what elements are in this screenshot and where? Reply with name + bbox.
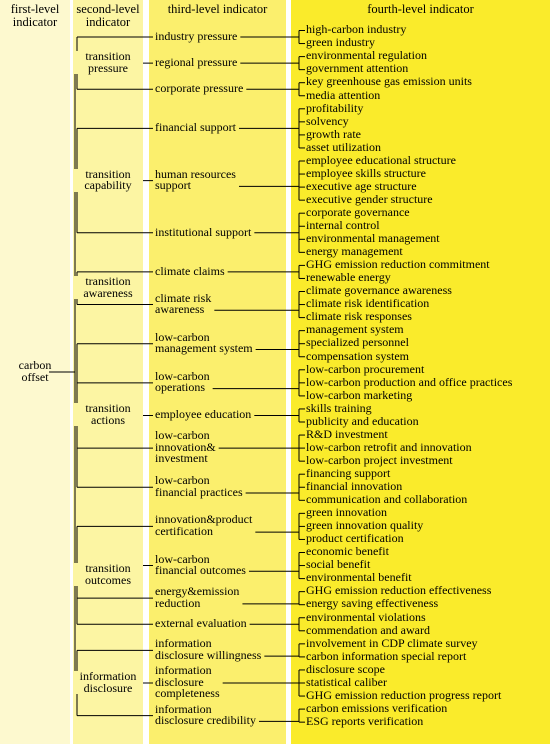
third-level-item-line: climate claims <box>155 263 225 278</box>
fourth-level-item-line: communication and collaboration <box>306 492 468 507</box>
fourth-level-item <box>306 533 404 545</box>
fourth-level-item-line: renewable energy <box>306 270 391 285</box>
third-level-item <box>155 586 239 609</box>
fourth-level-item-line: specialized personnel <box>306 335 409 350</box>
fourth-level-item <box>306 465 391 480</box>
fourth-level-item-line: high-carbon industry <box>306 22 407 37</box>
third-level-item-line: reduction <box>155 595 201 610</box>
fourth-level-item <box>306 324 404 336</box>
second-level-item-line: transition <box>85 561 131 576</box>
fourth-level-item <box>306 152 456 167</box>
third-level-item-line: financial outcomes <box>155 563 246 578</box>
second-level-item-line: outcomes <box>85 572 131 587</box>
fourth-level-item <box>306 609 426 624</box>
fourth-level-item-line: carbon information special report <box>306 648 467 663</box>
fourth-level-item-line: financing support <box>306 465 391 480</box>
second-level-item <box>73 51 143 74</box>
second-level-item <box>73 166 143 193</box>
header-line: indicator <box>85 15 131 29</box>
third-level-item <box>155 54 238 69</box>
fourth-level-item-line: GHG emission reduction commitment <box>306 257 490 272</box>
header-line: second-level <box>76 2 140 16</box>
fourth-level-item-line: ESG reports verification <box>306 713 424 728</box>
fourth-level-item-line: growth rate <box>306 126 361 141</box>
first-level-item <box>0 360 70 383</box>
third-level-item-line: information <box>155 701 212 716</box>
fourth-level-item-line: management system <box>306 322 404 337</box>
fourth-level-item-line: executive gender structure <box>306 191 433 206</box>
fourth-level-item-line: climate risk responses <box>306 309 412 324</box>
third-level-item-line: disclosure credibility <box>155 713 256 728</box>
second-level-item-line: transition <box>85 401 131 416</box>
fourth-level-item-line: executive age structure <box>306 178 417 193</box>
fourth-level-item-line: low-carbon project investment <box>306 452 453 467</box>
third-level-item <box>155 409 251 421</box>
second-level-item-line: actions <box>91 412 125 427</box>
fourth-level-item-line: key greenhouse gas emission units <box>306 74 472 89</box>
fourth-level-item-line: asset utilization <box>306 139 381 154</box>
fourth-level-item <box>306 100 364 115</box>
fourth-level-item <box>306 687 502 702</box>
third-level-item-line: information <box>155 663 212 678</box>
third-level-header: third-level indicator <box>167 2 268 16</box>
third-level-item <box>155 263 225 278</box>
fourth-level-item-line: product certification <box>306 531 404 546</box>
fourth-level-item-line: economic benefit <box>306 544 389 559</box>
fourth-level-item-line: GHG emission reduction effectiveness <box>306 583 492 598</box>
fourth-level-item <box>306 661 385 676</box>
fourth-level-item <box>306 507 387 519</box>
fourth-level-item-line: media attention <box>306 87 381 102</box>
fourth-level-item-line: compensation system <box>306 348 409 363</box>
first-level-item-line: carbon <box>18 358 52 372</box>
third-level-item <box>155 329 253 356</box>
third-level-item <box>155 224 252 239</box>
fourth-level-item <box>306 311 412 323</box>
third-level-item-line: disclosure willingness <box>155 647 262 662</box>
fourth-level-item <box>306 546 389 558</box>
fourth-level-item <box>306 400 372 415</box>
fourth-level-item <box>306 63 408 75</box>
second-level-item-line: transition <box>85 274 131 289</box>
fourth-level-item <box>306 439 472 454</box>
fourth-level-item <box>306 285 452 297</box>
third-level-item-line: institutional support <box>155 224 252 239</box>
fourth-level-item <box>306 178 417 193</box>
fourth-level-item <box>306 298 429 310</box>
third-level-item-line: regional pressure <box>155 54 238 69</box>
fourth-level-item <box>306 700 448 715</box>
third-level-item-line: low-carbon <box>155 428 210 443</box>
fourth-level-item-line: involvement in CDP climate survey <box>306 635 478 650</box>
fourth-level-item <box>306 259 490 271</box>
fourth-level-item <box>306 348 409 363</box>
fourth-level-item-line: employee educational structure <box>306 152 456 167</box>
third-level-item-line: financial support <box>155 120 236 135</box>
third-level-item <box>155 638 261 661</box>
third-level-item-line: human resources <box>155 166 236 181</box>
fourth-level-item <box>306 598 438 610</box>
fourth-level-item-line: green industry <box>306 35 375 50</box>
third-level-item-line: innovation& <box>155 439 216 454</box>
first-level-item-line: offset <box>21 369 49 384</box>
third-level-item-line: investment <box>155 451 208 466</box>
third-level-item <box>155 514 252 537</box>
fourth-level-item <box>306 674 387 689</box>
second-level-item-line: disclosure <box>83 680 133 695</box>
third-level-item <box>155 166 236 193</box>
fourth-level-item <box>306 139 381 154</box>
fourth-level-item <box>306 37 375 49</box>
fourth-level-item-line: statistical caliber <box>306 674 387 689</box>
fourth-level-item <box>306 113 349 128</box>
second-level-item-line: capability <box>84 178 132 193</box>
fourth-level-item-line: low-carbon retrofit and innovation <box>306 439 472 454</box>
fourth-level-item <box>306 622 430 637</box>
fourth-level-item <box>306 337 409 349</box>
third-level-item-line: industry pressure <box>155 28 238 43</box>
fourth-level-item <box>306 374 513 389</box>
third-level-item <box>155 665 220 700</box>
third-level-item <box>155 368 210 395</box>
third-level-item-line: operations <box>155 380 205 395</box>
fourth-level-item <box>306 165 426 180</box>
fourth-level-item-line: environmental management <box>306 231 440 246</box>
third-level-item <box>155 475 243 498</box>
header-line: first-level <box>10 2 60 16</box>
fourth-level-item-line: environmental violations <box>306 609 426 624</box>
third-level-item-line: energy&emission <box>155 584 240 599</box>
third-level-item-line: disclosure <box>155 674 204 689</box>
fourth-level-item-line: profitability <box>306 100 364 115</box>
fourth-level-item-line: carbon emissions verification <box>306 700 448 715</box>
fourth-level-item <box>306 713 424 728</box>
fourth-level-item <box>306 220 380 232</box>
third-level-item-line: low-carbon <box>155 551 210 566</box>
second-level-item-line: transition <box>85 49 131 64</box>
fourth-level-item <box>306 87 381 102</box>
fourth-level-item-line: R&D investment <box>306 426 388 441</box>
third-level-item <box>155 618 247 630</box>
third-level-item-line: low-carbon <box>155 329 210 344</box>
third-level-item-line: financial practices <box>155 484 243 499</box>
third-level-item-line: innovation&product <box>155 512 253 527</box>
fourth-level-item <box>306 191 433 206</box>
fourth-level-item <box>306 50 427 62</box>
third-level-item-line: climate risk <box>155 290 212 305</box>
second-level-item-line: pressure <box>88 60 128 75</box>
third-level-item <box>155 80 244 95</box>
second-level-item-line: awareness <box>83 285 133 300</box>
fourth-level-item-line: low-carbon production and office practices <box>306 374 513 389</box>
third-level-item-line: low-carbon <box>155 473 210 488</box>
fourth-level-item-line: environmental benefit <box>306 570 412 585</box>
third-level-item <box>155 28 238 43</box>
fourth-level-item <box>306 76 472 88</box>
fourth-level-item-line: publicity and education <box>306 413 419 428</box>
fourth-level-item-line: low-carbon procurement <box>306 361 425 376</box>
fourth-level-item <box>306 272 391 284</box>
fourth-level-item <box>306 572 412 584</box>
third-level-item-line: information <box>155 636 212 651</box>
third-level-item-line: corporate pressure <box>155 80 244 95</box>
fourth-level-item <box>306 452 453 467</box>
third-level-item-line: employee education <box>155 407 252 422</box>
third-level-item <box>155 551 246 578</box>
fourth-level-item-line: disclosure scope <box>306 661 385 676</box>
third-level-item <box>155 290 212 317</box>
fourth-level-item <box>306 481 402 493</box>
third-level-item-line: support <box>155 178 191 193</box>
fourth-level-item-line: corporate governance <box>306 204 410 219</box>
second-level-item <box>73 563 143 586</box>
fourth-level-item <box>306 204 410 219</box>
third-level-item <box>155 701 256 728</box>
fourth-level-item-line: commendation and award <box>306 622 430 637</box>
fourth-level-item <box>306 126 361 141</box>
third-level-item <box>155 122 236 134</box>
third-level-item-line: completeness <box>155 686 220 701</box>
second-level-item <box>73 276 143 299</box>
fourth-level-item <box>306 585 491 597</box>
fourth-level-item-line: energy saving effectiveness <box>306 596 439 611</box>
fourth-level-item <box>306 559 370 571</box>
fourth-level-item <box>306 361 425 376</box>
fourth-level-item <box>306 494 467 506</box>
third-level-item-line: management system <box>155 341 253 356</box>
third-level-item-line: low-carbon <box>155 368 210 383</box>
fourth-level-item-line: GHG emission reduction progress report <box>306 687 502 702</box>
third-level-item-line: certification <box>155 523 213 538</box>
fourth-level-item <box>306 387 413 402</box>
second-level-item <box>73 403 143 426</box>
fourth-level-item <box>306 413 419 428</box>
fourth-level-item-line: internal control <box>306 218 380 232</box>
fourth-level-item-line: green innovation <box>306 505 387 520</box>
fourth-level-item-line: social benefit <box>306 557 371 572</box>
fourth-level-item-line: skills training <box>306 400 372 415</box>
third-level-item-line: awareness <box>155 302 205 317</box>
third-level-item <box>155 430 216 465</box>
fourth-level-item <box>306 246 403 258</box>
fourth-level-item-line: energy management <box>306 244 403 259</box>
second-level-item <box>73 671 143 694</box>
fourth-level-item-line: environmental regulation <box>306 48 427 63</box>
fourth-level-item <box>306 426 388 441</box>
fourth-level-item-line: low-carbon marketing <box>306 387 413 402</box>
fourth-level-item <box>306 233 440 245</box>
fourth-level-header: fourth-level indicator <box>367 2 474 16</box>
fourth-level-item <box>306 635 478 650</box>
header-line: indicator <box>12 15 58 29</box>
fourth-level-item-line: employee skills structure <box>306 165 426 180</box>
fourth-level-item <box>306 648 467 663</box>
third-level-item-line: external evaluation <box>155 616 247 631</box>
second-level-item-line: transition <box>85 166 131 181</box>
fourth-level-item-line: green innovation quality <box>306 518 424 533</box>
fourth-level-item-line: government attention <box>306 61 409 76</box>
fourth-level-item-line: climate governance awareness <box>306 283 452 298</box>
fourth-level-item-line: climate risk identification <box>306 296 430 311</box>
fourth-level-item-line: financial innovation <box>306 479 403 493</box>
fourth-level-item-line: solvency <box>306 113 349 128</box>
second-level-item-line: information <box>79 669 137 683</box>
fourth-level-item <box>306 520 423 532</box>
fourth-level-item <box>306 24 406 36</box>
